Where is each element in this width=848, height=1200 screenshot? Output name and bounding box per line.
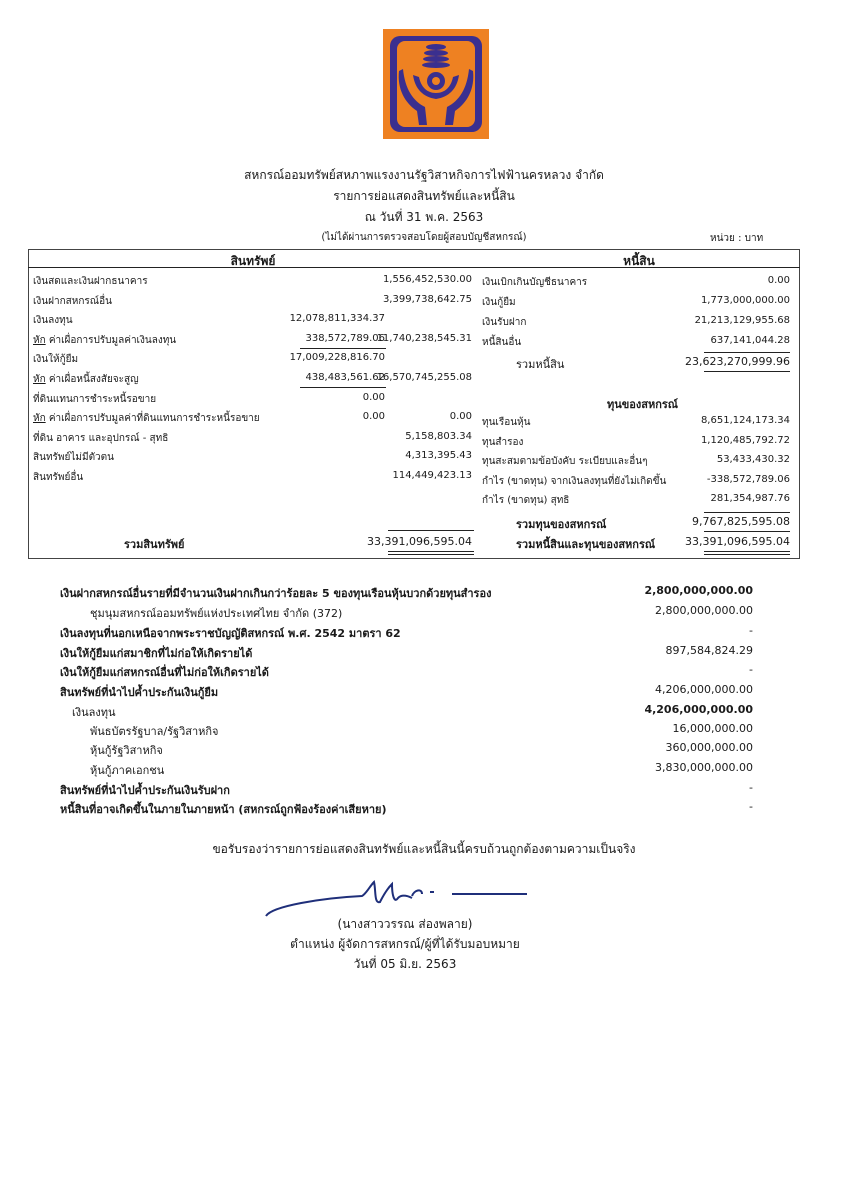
grand-total-value: 33,391,096,595.04 [685,535,790,548]
asset-label [33,313,73,328]
asset-label [33,294,112,309]
asset-net-value: 114,449,423.13 [392,470,472,481]
equity-label: ทุนสำรอง [482,436,524,448]
disclosure-label: เงินลงทุน [72,706,116,719]
equity-heading: ทุนของสหกรณ์ [607,398,679,411]
total-assets-label: รวมสินทรัพย์ [124,538,185,551]
disclosure-label: สินทรัพย์ที่นำไปค้ำประกันเงินรับฝาก [60,784,230,797]
asset-label-text: ค่าเผื่อการปรับมูลค่าที่ดินแทนการชำระหนี้รอขาย [45,413,260,425]
disclosure-label: เงินให้กู้ยืมแก่สหกรณ์อื่นที่ไม่ก่อให้เกิดรายได้ [60,666,269,679]
liabilities-heading: หนี้สิน [623,254,655,268]
liability-value: 0.00 [767,275,790,286]
disclosure-label: เงินลงทุนที่นอกเหนือจากพระราชบัญญัติสหกรณ์ พ.ศ. 2542 มาตรา 62 [60,627,401,640]
asset-gross-value: 0.00 [362,411,385,423]
deduct-prefix: หัก [33,374,46,385]
unit-label: หน่วย : บาท [710,233,764,244]
asset-label [33,274,148,289]
total-liabilities-label: รวมหนี้สิน [516,358,565,371]
cooperative-logo-icon [383,29,489,139]
disclosure-value: 2,800,000,000.00 [644,584,753,597]
liability-label: เงินรับฝาก [482,317,527,328]
signer-name: (นางสาววรรณ ส่องพลาย) [337,917,473,931]
asset-gross-value: 17,009,228,816.70 [289,352,385,364]
disclosure-value: 3,830,000,000.00 [655,761,753,774]
equity-value: 1,120,485,792.72 [700,434,790,446]
total-liabilities-value: 23,623,270,999.96 [685,355,790,368]
report-date: ณ วันที่ 31 พ.ค. 2563 [364,210,484,224]
asset-net-value: 5,158,803.34 [405,430,472,442]
report-title: รายการย่อแสดงสินทรัพย์และหนี้สิน [333,189,515,203]
grand-total-label: รวมหนี้สินและทุนของสหกรณ์ [516,538,656,551]
disclosure-value: - [749,663,753,676]
asset-gross-value: 438,483,561.62 [305,372,385,383]
asset-label [33,352,78,367]
disclosure-value: 897,584,824.29 [665,644,753,657]
equity-value: 8,651,124,173.34 [700,415,790,426]
disclosure-value: 4,206,000,000.00 [644,703,753,716]
total-equity-label: รวมทุนของสหกรณ์ [516,518,607,531]
disclosure-value: 16,000,000.00 [672,722,753,735]
asset-net-value: 11,740,238,545.31 [376,332,472,344]
liability-value: 1,773,000,000.00 [700,295,790,306]
disclosure-label: เงินให้กู้ยืมแก่สมาชิกที่ไม่ก่อให้เกิดรายได้ [60,647,253,660]
disclosure-value: 2,800,000,000.00 [655,604,753,617]
equity-label: ทุนสะสมตามข้อบังคับ ระเบียบและอื่นๆ [482,456,648,467]
audit-note: (ไม่ได้ผ่านการตรวจสอบโดยผู้สอบบัญชีสหกรณ์) [321,232,527,243]
equity-value: -338,572,789.06 [706,473,790,485]
disclosure-label: พันธบัตรรัฐบาล/รัฐวิสาหกิจ [90,725,219,738]
asset-label-text: สินทรัพย์อื่น [33,472,84,483]
asset-net-value: 0.00 [449,411,472,423]
disclosure-value: 4,206,000,000.00 [655,683,753,696]
equity-value: 53,433,430.32 [716,454,790,465]
asset-label [33,333,176,348]
asset-label [33,431,168,446]
asset-label-text: เงินให้กู้ยืม [33,354,79,366]
signer-position: ตำแหน่ง ผู้จัดการสหกรณ์/ผู้ที่ได้รับมอบหมาย [290,937,520,951]
asset-label-text: เงินฝากสหกรณ์อื่น [33,295,112,307]
liability-label: เงินเบิกเกินบัญชีธนาคาร [482,277,588,288]
equity-label: ทุนเรือนหุ้น [482,417,531,428]
asset-label-text: สินทรัพย์ไม่มีตัวตน [33,452,115,464]
disclosure-value: - [749,800,753,813]
asset-label-text: ค่าเผื่อหนี้สงสัยจะสูญ [45,374,139,385]
asset-label-text: ที่ดิน อาคาร และอุปกรณ์ - สุทธิ [33,432,169,444]
asset-gross-value: 338,572,789.06 [305,332,385,344]
disclosure-value: - [749,781,753,794]
asset-label [33,411,260,426]
disclosure-label: หุ้นกู้ภาคเอกชน [90,764,165,777]
assets-heading: สินทรัพย์ [230,254,276,268]
asset-label [33,372,139,387]
disclosure-label: เงินฝากสหกรณ์อื่นรายที่มีจำนวนเงินฝากเกินกว่าร้อยละ 5 ของทุนเรือนหุ้นบวกด้วยทุนสำรอง [60,587,492,600]
disclosure-label: หนี้สินที่อาจเกิดขึ้นในภายในภายหน้า (สหกรณ์ถูกฟ้องร้องค่าเสียหาย) [60,803,387,816]
liability-label: เงินกู้ยืม [482,297,516,308]
asset-label [33,470,83,485]
equity-label: กำไร (ขาดทุน) จากเงินลงทุนที่ยังไม่เกิดขึ้น [482,475,667,487]
total-assets-value: 33,391,096,595.04 [367,535,472,548]
liability-value: 21,213,129,955.68 [694,315,790,326]
disclosure-value: 360,000,000.00 [665,741,753,754]
certification-statement: ขอรับรองว่ารายการย่อแสดงสินทรัพย์และหนี้สินนี้ครบถ้วนถูกต้องตามความเป็นจริง [212,842,636,856]
deduct-prefix: หัก [33,334,46,346]
liability-value: 637,141,044.28 [710,335,790,346]
disclosure-label: ชุมนุมสหกรณ์ออมทรัพย์แห่งประเทศไทย จำกัด (372) [90,607,343,620]
asset-label-text: ที่ดินแทนการชำระหนี้รอขาย [33,393,157,405]
asset-gross-value: 12,078,811,334.37 [289,313,385,325]
asset-net-value: 16,570,745,255.08 [376,372,472,383]
deduct-prefix: หัก [33,413,46,425]
asset-net-value: 4,313,395.43 [405,450,472,462]
disclosure-label: หุ้นกู้รัฐวิสาหกิจ [90,744,163,757]
asset-label-text: เงินลงทุน [33,315,73,327]
disclosure-value: - [749,624,753,637]
equity-value: 281,354,987.76 [710,493,790,504]
asset-gross-value: 0.00 [362,391,385,403]
liability-label: หนี้สินอื่น [482,337,522,348]
asset-label-text: ค่าเผื่อการปรับมูลค่าเงินลงทุน [45,334,177,346]
asset-net-value: 3,399,738,642.75 [382,293,472,305]
asset-label [33,450,114,465]
asset-label-text: เงินสดและเงินฝากธนาคาร [33,276,148,287]
disclosure-label: สินทรัพย์ที่นำไปค้ำประกันเงินกู้ยืม [60,686,219,699]
organization-name: สหกรณ์ออมทรัพย์สหภาพแรงงานรัฐวิสาหกิจการไฟฟ้านครหลวง จำกัด [244,168,604,182]
signature-date: วันที่ 05 มิ.ย. 2563 [353,957,457,971]
asset-label [33,392,156,407]
asset-net-value: 1,556,452,530.00 [382,274,472,285]
equity-label: กำไร (ขาดทุน) สุทธิ [482,495,570,506]
total-equity-value: 9,767,825,595.08 [692,515,790,528]
